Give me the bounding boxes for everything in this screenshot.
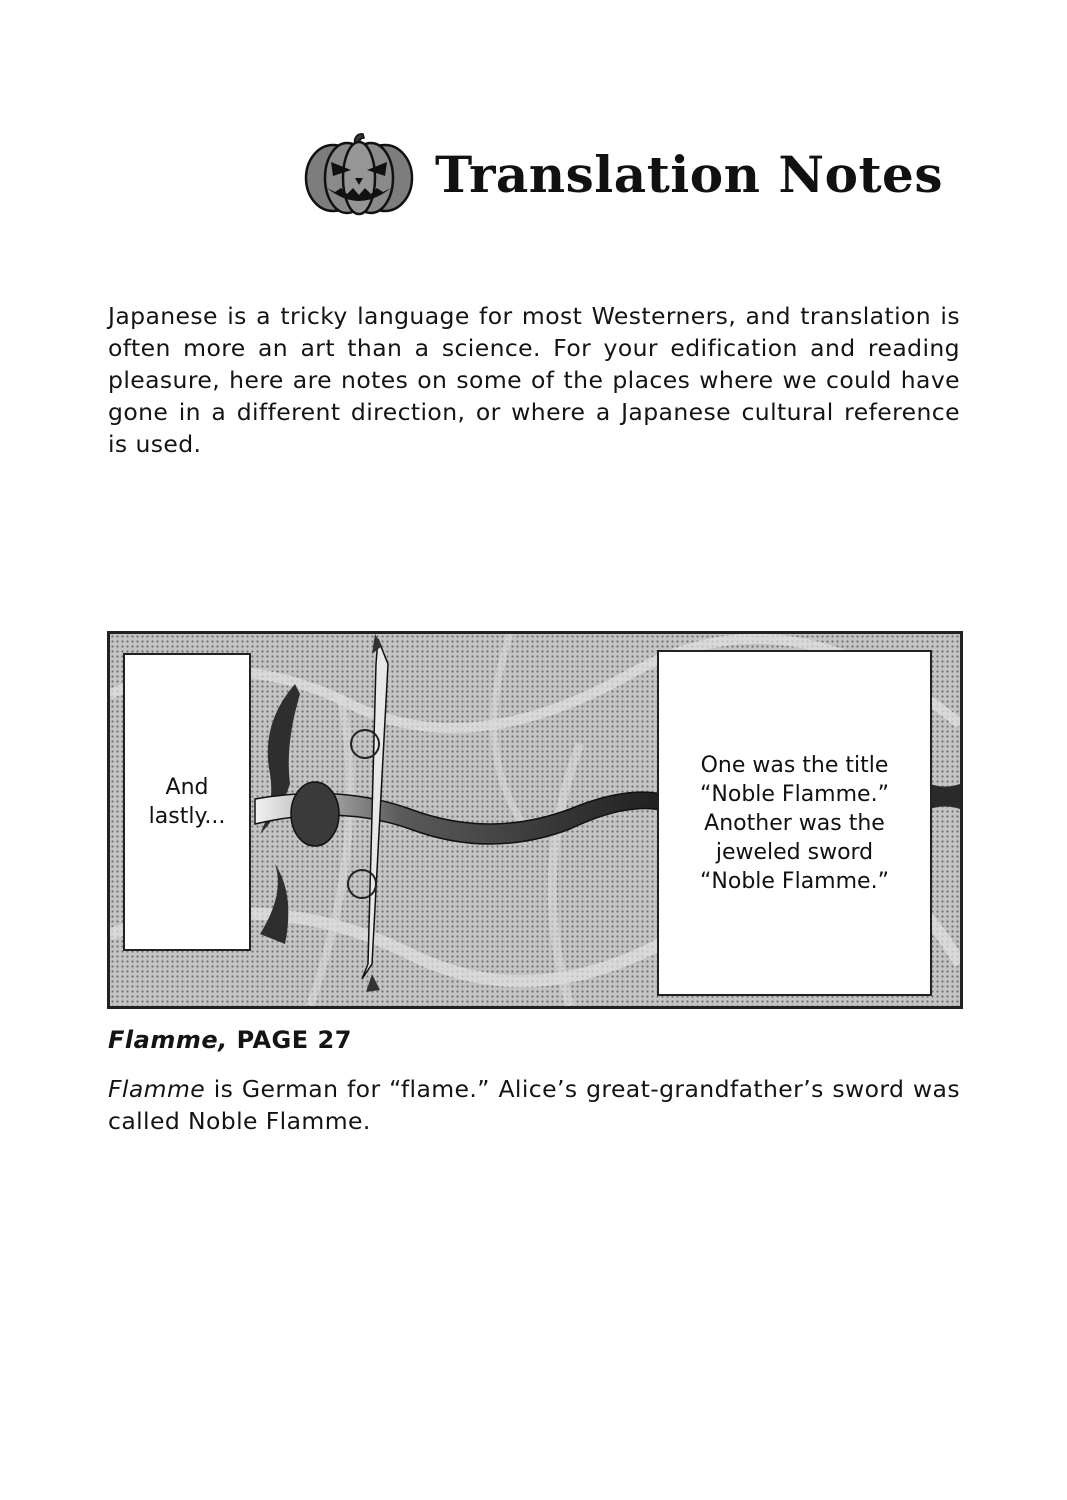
page-title: Translation Notes: [435, 144, 944, 204]
note-body-term: Flamme: [108, 1075, 206, 1103]
caption-right-text: One was the title “Noble Flamme.” Another was the jeweled sword “Noble Flamme.”: [700, 752, 889, 894]
manga-panel: [107, 631, 963, 1009]
intro-paragraph: Japanese is a tricky language for most Westerners, and translation is often more an art than a science. For your edification and reading pleasure, here are notes on some of the places where we could have gone in a different direction, or where a Japanese cultural reference is used.: [108, 302, 960, 458]
note-body: [108, 1073, 960, 1137]
caption-box-left: [123, 653, 251, 951]
caption-box-right: [657, 650, 932, 996]
note-body-text: is German for “flame.” Alice’s great-grandfather’s sword was called Noble Flamme.: [108, 1075, 960, 1135]
note-page: PAGE 27: [236, 1026, 352, 1054]
note-heading: [108, 1026, 352, 1054]
note-term: Flamme,: [108, 1026, 228, 1054]
page-header: [303, 132, 943, 216]
jack-o-lantern-icon: [303, 132, 415, 216]
caption-left-text: And lastly...: [148, 775, 226, 829]
